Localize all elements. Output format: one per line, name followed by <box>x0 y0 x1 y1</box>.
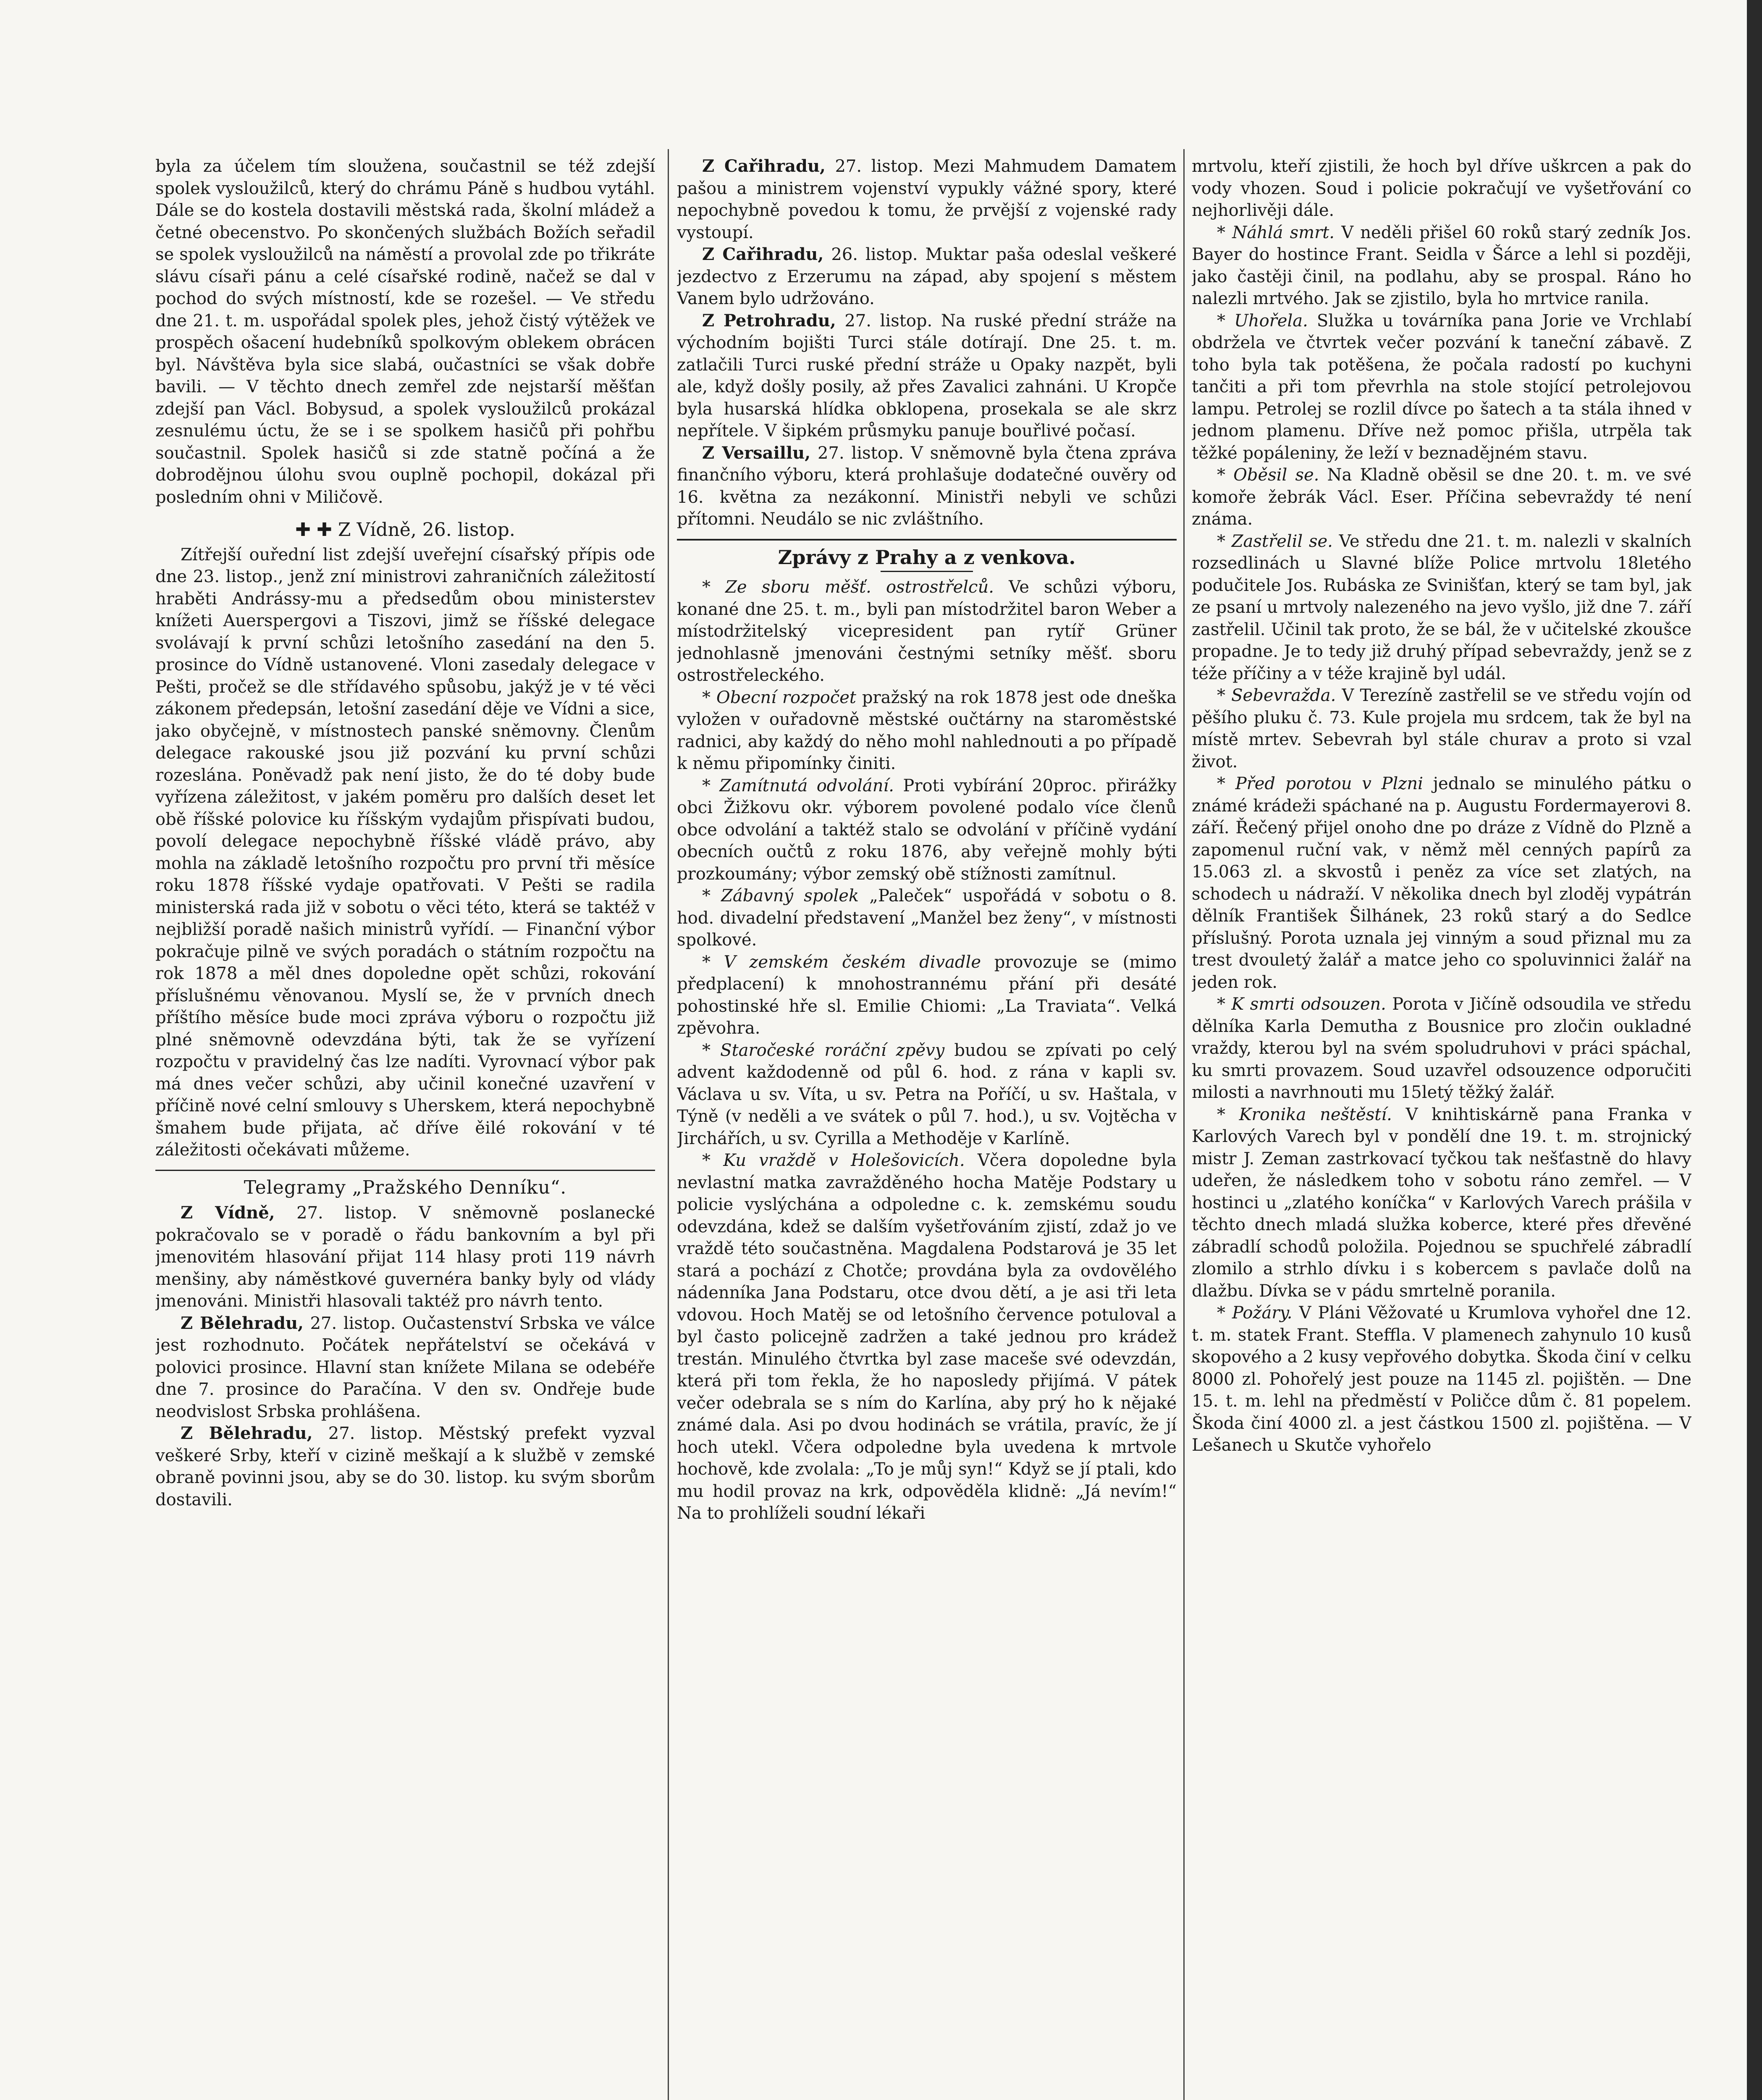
column-left <box>155 155 655 2100</box>
article-continuation: byla za účelem tím sloužena, součastnil se též zdejší spolek vysloužilců, který do chrámu Páně s hudbou vytáhl. Dále se do kostela dostavili městská rada, školní mládež a četné obecenstvo. Po skončených službách Božích seřadil se spolek vysloužilců na náměstí a provolal zde po třikráte slávu císaři pánu a celé císařské rodině, načež se dal v pochod do svých místností, kde se rozešel. — Ve středu dne 21. t. m. uspořádal spolek ples, jehož čistý výtěžek ve prospěch ošacení hudebníků spolkovým oblekem obrácen byl. Návštěva byla sice slabá, oučastníci se však dobře bavili. — V těchto dnech zemřel zde nejstarší měšťan zdejší pan Václ. Bobysud, a spolek vysloužilců prokázal zesnulému úctu, že se i se spolkem hasičů při pohřbu součastnil. Spolek hasičů si zde statně počíná a že dobrodějnou úlohu svou ouplně pochopil, dokázal při posledním ohni v Miličově. <box>155 157 655 507</box>
news-item <box>1192 464 1691 530</box>
news-text: Porota v Jičíně odsoudila ve středu dělníka Karla Demutha z Bousnice pro zločin oukladné vraždy, kterou byl na svém spoludruhovi v práci spáchal, ku smrti provazem. Soud uzavřel odsouzence odporučiti milosti a navrhnouti mu 15letý těžký žalář. <box>1192 995 1691 1102</box>
telegram-item <box>155 1312 655 1423</box>
telegram-dateline: Z Petrohradu, <box>702 310 836 331</box>
news-text: V knihtiskárně pana Franka v Karlových Varech byl v pondělí dne 19. t. m. strojnický mistr J. Zeman zastrkovací tyčkou tak nešťastně do hlavy udeřen, že následkem toho v sobotu ráno zemřel. — V hostinci u „zlatého koníčka“ v Karlových Varech prášila v těchto dnech mladá služka koberce, které přes dřevěné zábradlí schodů položila. Pojednou se spuchřelé zábradlí zlomilo a strhlo dívku i s kobercem s pavlače dolů na dlažbu. Dívka se v pádu smrtelně poranila. <box>1192 1105 1691 1301</box>
news-headline: * Staročeské roráční zpěvy <box>702 1040 945 1060</box>
news-item <box>1192 685 1691 773</box>
news-text: pražský na rok 1878 jest ode dneška vyložen v ouřadovně městské oučtárny na staroměstské radnici, aby každý do něho mohl nahlednouti a po případě k němu připomínky činiti. <box>677 688 1177 773</box>
news-item <box>1192 530 1691 685</box>
telegram-section-title: Telegramy „Pražského Denníku“. <box>244 1176 567 1198</box>
news-headline: * Požáry. <box>1217 1303 1293 1323</box>
scan-edge <box>1747 0 1762 2100</box>
telegram-text: 27. listop. Městský prefekt vyzval veškeré Srby, kteří v cizině meškají a k službě v zemské obraně povinni jsou, aby se do 30. listop. ku svým sborům dostavili. <box>155 1424 655 1509</box>
news-item <box>1192 773 1691 993</box>
news-headline: * K smrti odsouzen. <box>1217 995 1386 1014</box>
news-headline: * Uhořela. <box>1217 311 1308 331</box>
news-item <box>677 1150 1177 1525</box>
news-text: V Pláni Věžovaté u Krumlova vyhořel dne 12. t. m. statek Frant. Steffla. V plamenech zahynulo 10 kusů skopového a 2 kusy vepřového dobytka. Škoda činí v celku 8000 zl. Pohořelý jest pouze na 1145 zl. pojištěn. — Dne 15. t. m. lehl na předměstí v Poličce dům č. 81 popelem. Škoda činí 4000 zl. a jest částkou 1500 zl. pojištěna. — V Lešanech u Skutče vyhořelo <box>1192 1303 1691 1455</box>
column-rule <box>668 149 669 2100</box>
telegram-item <box>677 244 1177 310</box>
telegram-text: 27. listop. Mezi Mahmudem Damatem pašou a ministrem vojenství vypukly vážné spory, které nepochybně povedou k tomu, že prvější z vojenské rady vystoupí. <box>677 157 1177 242</box>
news-text: Na Kladně oběsil se dne 20. t. m. ve své komoře žebrák Václ. Eser. Příčina sebevraždy té není známa. <box>1192 465 1691 529</box>
news-headline: * Zamítnutá odvolání. <box>702 776 894 795</box>
news-item <box>1192 1302 1691 1457</box>
news-headline: * Zábavný spolek <box>702 886 859 906</box>
divider <box>677 539 1177 541</box>
news-text: V neděli přišel 60 roků starý zedník Jos. Bayer do hostince Frant. Seidla v Šárce a lehl si později, jako častěji činil, na podlahu, aby se prospal. Ráno ho nalezli mrtvého. Jak se zjistilo, byla ho mrtvice ranila. <box>1192 223 1691 308</box>
telegram-item <box>677 442 1177 530</box>
news-text: V Terezíně zastřelil se ve středu vojín od pěšího pluku č. 73. Kule projela mu srdcem, tak že byl na místě mrtev. Sebevrah byl stále churav a proto si vzal život. <box>1192 686 1691 772</box>
news-item <box>677 576 1177 687</box>
column-rule <box>1183 149 1185 2100</box>
news-text: Proti vybírání 20proc. přirážky obci Žižkovu okr. výborem povolené podalo více členů obce odvolání a taktéž stalo se odvolání v příčině vydání obecních oučtů z roku 1876, aby veřejně mohly býti prozkoumány; výbor zemský obě stížnosti zamítnul. <box>677 776 1177 884</box>
telegram-item <box>677 155 1177 244</box>
news-text: Včera dopoledne byla nevlastní matka zavražděného hocha Matěje Podstary u policie vyslýchána a odpoledne c. k. zemskému soudu odevzdána, kdež se dalším vyšetřováním zjistí, zdaž jo ve vraždě této součastněna. Magdalena Podstarová je 35 let stará a pochází z Chotče; provdána byla za ovdovělého nádenníka Jana Podstaru, otce dvou dětí, a je asi tři leta vdovou. Hoch Matěj se od letošního července potuloval a byl často policejně zadržen a také jednou pro krádež trestán. Minulého čtvrtka byl zase maceše své odevzdán, která při tom řekla, že ho naposledy přijímá. V pátek večer odebrala se s ním do Karlína, aby prý ho k nějaké známé dala. Asi po dvou hodinách se vrátila, pravíc, že jí hoch utekl. Včera odpoledne byla uvedena k mrtvole hochově, kde zvolala: „To je můj syn!“ Když se jí ptali, kdo mu hodil provaz na krk, odpověděla klidně: „Já nevím!“ Na to prohlíželi soudní lékaři <box>677 1151 1177 1523</box>
news-text: Ve středu dne 21. t. m. nalezli v skalních rozsedlinách u Slavné blíže Police mrtvolu 18letého podučitele Jos. Rubáska ze Svinišťan, který se tam byl, jak ze psaní u mrtvoly nalezeného na jevo vyšlo, již dne 7. září zastřelil. Učinil tak proto, že se bál, že v učitelské zkoušce propadne. Je to tedy již druhý případ sebevraždy, jenž se z téže příčiny a v téže krajině byl udál. <box>1192 531 1691 683</box>
news-text: „Paleček“ uspořádá v sobotu o 8. hod. divadelní představení „Manžel bez ženy“, v místnosti spolkové. <box>677 886 1177 950</box>
news-text: provozuje se (mimo předplacení) k mnohostrannému přání při desáté pohostinské hře sl. Emilie Chiomi: „La Traviata“. Velká zpěvohra. <box>677 952 1177 1038</box>
telegram-text: 26. listop. Muktar paša odeslal veškeré jezdectvo z Erzerumu na západ, aby spojení s městem Vanem bylo udržováno. <box>677 245 1177 308</box>
news-item <box>1192 222 1691 310</box>
section-title: Zprávy z Prahy a z venkova. <box>778 546 1076 569</box>
news-headline: * Zastřelil se. <box>1217 531 1333 551</box>
telegram-dateline: Z Bělehradu, <box>181 1313 304 1333</box>
news-text: Služka u továrníka pana Jorie ve Vrchlabí obdržela ve čtvrtek večer pozvání k taneční zábavě. Z toho byla tak potěšena, že počala radostí po kuchyni tančiti a při tom převrhla na stole stojící petrolejovou lampu. Petrolej se rozlil dívce po šatech a ta stála ihned v jednom plamenu. Dříve než pomoc přišla, utrpěla tak těžké popáleniny, že leží v beznadějném stavu. <box>1192 311 1691 463</box>
telegram-text: 27. listop. V sněmovně poslanecké pokračovalo se v poradě o řádu bankovním a byl při jmenovitém hlasování přijat 114 hlasy proti 119 návrh menšiny, aby náměstkové guvernéra banky byly od vlády jmenováni. Ministři hlasovali taktéž pro návrh tento. <box>155 1203 655 1311</box>
telegram-text: 27. listop. Na ruské přední stráže na východním bojišti Turci stále dotírají. Dne 25. t. m. zatlačili Turci ruské přední stráže u Opaky nazpět, byli ale, když došly posily, až přes Zavalici zahnáni. U Kropče byla husarská hlídka obklopena, prosekala se ale skrz nepřítele. V šipkém průsmyku panuje bouřlivé počasí. <box>677 311 1177 441</box>
column-right <box>1192 155 1691 2100</box>
news-item <box>1192 1104 1691 1302</box>
news-item <box>1192 993 1691 1104</box>
telegram-text: 27. listop. V sněmovně byla čtena zpráva finančního výboru, která prohlašuje dodatečné ouvěry od 16. května za nezákonní. Ministři nebyli ve schůzi přítomni. Neudálo se nic zvláštního. <box>677 443 1177 529</box>
divider-short <box>881 571 973 572</box>
news-headline: * Oběsil se. <box>1217 465 1319 485</box>
news-continuation: mrtvolu, kteří zjistili, že hoch byl dříve uškrcen a pak do vody vhozen. Soud i policie pokračují ve vyšetřování co nejhorlivěji dále. <box>1192 157 1691 220</box>
news-headline: * Před porotou v Plzni <box>1217 774 1423 793</box>
news-item <box>677 775 1177 885</box>
news-headline: * Ku vraždě v Holešovicích. <box>702 1151 965 1170</box>
telegram-dateline: Z Cařihradu, <box>702 244 824 264</box>
news-headline: * Sebevražda. <box>1217 686 1336 705</box>
divider <box>155 1170 655 1171</box>
news-headline: * Ze sboru měšť. ostrostřelců. <box>702 578 994 597</box>
telegram-text: 27. listop. Oučastenství Srbska ve válce jest rozhodnuto. Počátek nepřátelství se očekává v polovici prosince. Hlavní stan knížete Milana se odebéře dne 7. prosince do Paračína. V den sv. Ondřeje bude neodvislost Srbska prohlášena. <box>155 1313 655 1421</box>
telegram-dateline: Z Versaillu, <box>702 443 811 463</box>
news-text: jednalo se minulého pátku o známé krádeži spáchané na p. Augustu Fordermayerovi 8. září. Řečený přijel onoho dne po dráze z Vídně do Plzně a zapomenul ruční vak, v němž měl cenných papírů za 15.063 zl. a skvostů i peněz za více set zlatých, na schodech u nádraží. V několika dnech byl zloděj vypátrán dělník František Šilhánek, 23 roků starý a do Sedlce příslušný. Porota uznala jej vinným a soud přiznal mu za trest dvouletý žalář a matce jeho co spoluvinnici žalář na jeden rok. <box>1192 774 1691 992</box>
telegram-dateline: Z Vídně, <box>181 1203 275 1223</box>
news-headline: * Náhlá smrt. <box>1217 223 1335 242</box>
vienna-dateline: ✚ ✚ Z Vídně, 26. listop. <box>295 519 515 541</box>
column-middle <box>677 155 1177 2100</box>
news-headline: * Kronika neštěstí. <box>1217 1105 1392 1124</box>
news-item <box>677 951 1177 1040</box>
telegram-dateline: Z Bělehradu, <box>181 1423 313 1443</box>
news-item <box>677 885 1177 951</box>
news-headline: * Obecní rozpočet <box>702 688 856 707</box>
news-item <box>677 1040 1177 1150</box>
news-item <box>677 687 1177 775</box>
telegram-item <box>155 1202 655 1312</box>
news-text: budou se zpívati po celý advent každodenně od půl 6. hod. z rána v kapli sv. Václava u sv. Víta, u sv. Petra na Poříčí, u sv. Haštala, v Týně (v neděli a ve svátek o půl 7. hod.), u sv. Vojtěcha v Jirchářích, u sv. Cyrilla a Methoděje v Karlíně. <box>677 1040 1177 1148</box>
news-headline: * V zemském českém divadle <box>702 952 981 972</box>
telegram-item <box>155 1423 655 1511</box>
news-text: Ve schůzi výboru, konané dne 25. t. m., byli pan místodržitel baron Weber a místodržitelský vicepresident pan rytíř Grüner jednohlasně jmenováni čestnými setníky měšť. sboru ostrostřeleckého. <box>677 578 1177 685</box>
news-item <box>1192 310 1691 465</box>
article-vienna: Zítřejší ouřední list zdejší uveřejní císařský přípis ode dne 23. listop., jenž zní ministrovi zahraničních záležitostí hraběti Andrássy-mu a předsedům obou ministerstev knížeti Auerspergovi a Tiszovi, jimž se říšské delegace svolávají k první schůzi letošního zasedání na den 5. prosince do Vídně ustanovené. Vloni zasedaly delegace v Pešti, pročež se dle střídavého spůsobu, jakýž je v té věci zákonem předepsán, letošní zasedání děje ve Vídni a sice, jako obyčejně, v místnostech panské sněmovny. Členům delegace rakouské jsou již pozvání ku první schůzi rozeslána. Poněvadž pak není jisto, že do té doby bude vyřízena záležitost, v jakém poměru pro dalších deset let obě říšské polovice ku říšským vydajům přispívati budou, povolí delegace nepochybně říšské vládě právo, aby mohla na základě letošního rozpočtu pro první tři měsíce roku 1878 říšské vydaje opatřovati. V Pešti se radila ministerská rada již v sobotu o věci této, která se taktéž v nejbližší poradě našich ministrů vyřídí. — Finanční výbor pokračuje pilně ve svých poradách o státním rozpočtu na rok 1878 a měl dnes dopoledne opět schůzi, rokování příslušnému věnovanou. Myslí se, že v prvních dnech příštího měsíce bude moci zpráva výboru o rozpočtu již plné sněmovně odevzdána býti, tak že se vyřízení rozpočtu v pravidelný čas lze nadíti. Vyrovnací výbor pak má dnes večer schůzi, aby učinil konečné uzavření v příčině nové celní smlouvy s Uherskem, která nepochybně šmahem bude přijata, ač dříve ěilé rokování v té záležitosti očekávati můžeme. <box>155 545 655 1160</box>
telegram-dateline: Z Cařihradu, <box>702 156 826 176</box>
telegram-item <box>677 310 1177 442</box>
